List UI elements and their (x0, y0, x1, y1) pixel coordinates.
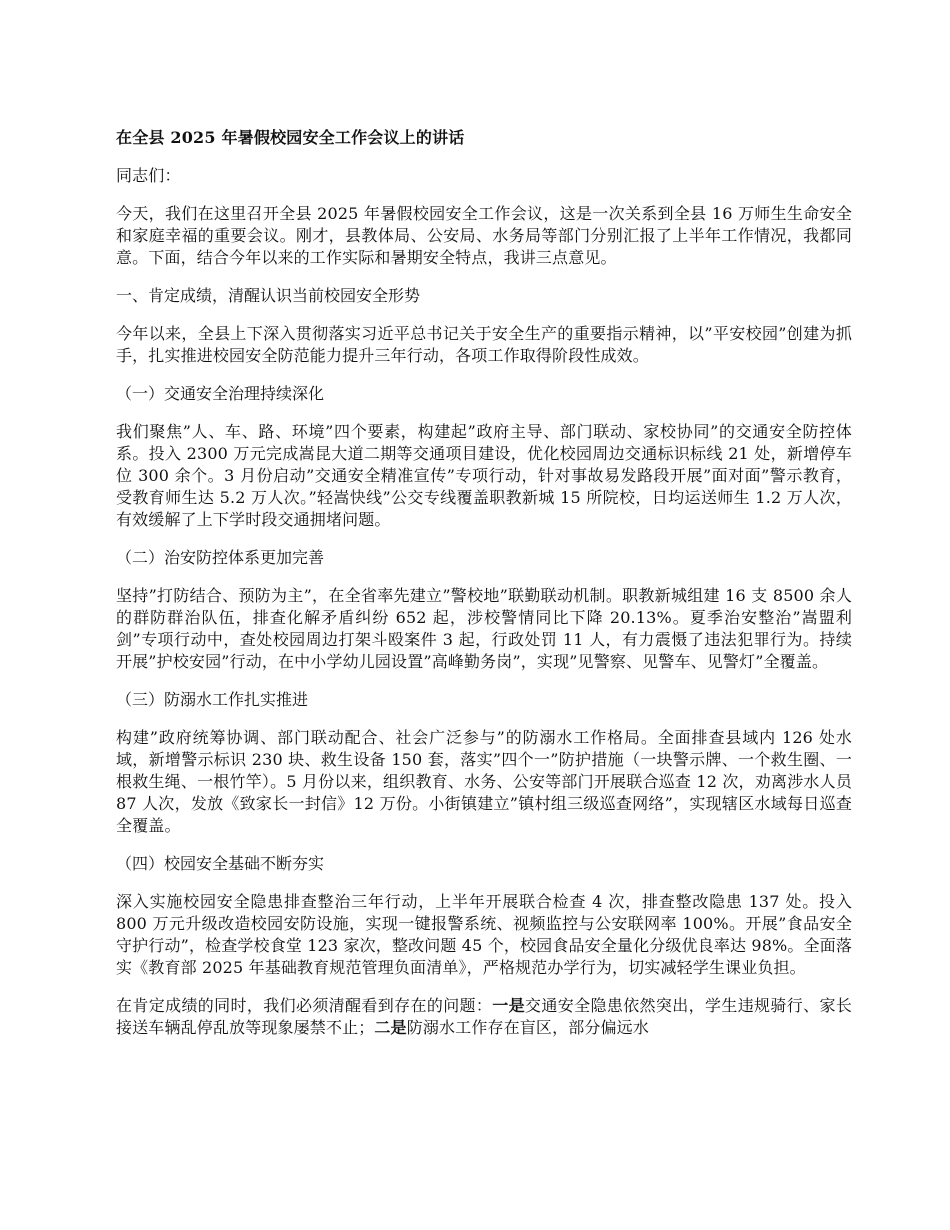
subsection-3-heading: （三）防溺水工作扎实推进 (116, 690, 309, 709)
subsection-1-text: 我们聚焦”人、车、路、环境”四个要素，构建起”政府主导、部门联动、家校协同”的交通安全防控体系。投入 2300 万元完成嵩昆大道二期等交通项目建设，优化校园周边交通标识标线 21 处，新增停车位 300 余个。3 月份启动”交通安全精准宣传”专项行动，针对事故易发路段开展”面对面”警示教育，受教育师生达 5.2 万人次。”轻嵩快线”公交专线覆盖职教新城 15 所院校，日均运送师生 1.2 万人次，有效缓解了上下学时段交通拥堵问题。 (116, 422, 852, 529)
closing-paragraph (116, 995, 852, 1039)
document-page (116, 127, 852, 1039)
subsection-1-heading: （一）交通安全治理持续深化 (116, 384, 325, 403)
section-1-heading: 一、肯定成绩，清醒认识当前校园安全形势 (116, 286, 421, 305)
section-1-intro: 今年以来，全县上下深入贯彻落实习近平总书记关于安全生产的重要指示精神，以”平安校园”创建为抓手，扎实推进校园安全防范能力提升三年行动，各项工作取得阶段性成效。 (116, 324, 852, 365)
closing-bold-1: 一是 (492, 996, 526, 1015)
subsection-4-text: 深入实施校园安全隐患排查整治三年行动，上半年开展联合检查 4 次，排查整改隐患 137 处。投入 800 万元升级改造校园安防设施，实现一键报警系统、视频监控与公安联网率 100%。开展”食品安全守护行动”，检查学校食堂 123 家次，整改问题 45 个，校园食品安全量化分级优良率达 98%。全面落实《教育部 2025 年基础教育规范管理负面清单》，严格规范办学行为，切实减轻学生课业负担。 (116, 892, 852, 977)
subsection-2-text: 坚持”打防结合、预防为主”，在全省率先建立”警校地”联勤联动机制。职教新城组建 16 支 8500 余人的群防群治队伍，排查化解矛盾纠纷 652 起，涉校警情同比下降 20.13%。夏季治安整治”嵩盟利剑”专项行动中，查处校园周边打架斗殴案件 3 起，行政处罚 11 人，有力震慑了违法犯罪行为。持续开展”护校安园”行动，在中小学幼儿园设置”高峰勤务岗”，实现”见警察、见警车、见警灯”全覆盖。 (116, 586, 852, 671)
closing-text-1: 在肯定成绩的同时，我们必须清醒看到存在的问题： (116, 996, 493, 1015)
closing-text-2: 交通安全隐患依然突出，学生违规骑行、家长接送车辆乱停乱放等现象屡禁不止； (116, 996, 852, 1037)
closing-text-3: 防溺水工作存在盲区，部分偏远水 (406, 1018, 649, 1037)
subsection-4-heading: （四）校园安全基础不断夯实 (116, 854, 325, 873)
salutation: 同志们： (116, 166, 181, 185)
closing-bold-2: 二是 (374, 1018, 407, 1037)
intro-paragraph: 今天，我们在这里召开全县 2025 年暑假校园安全工作会议，这是一次关系到全县 16 万师生生命安全和家庭幸福的重要会议。刚才，县教体局、公安局、水务局等部门分别汇报了上半年工作情况，我都同意。下面，结合今年以来的工作实际和暑期安全特点，我讲三点意见。 (116, 204, 852, 267)
document-title: 在全县 2025 年暑假校园安全工作会议上的讲话 (116, 128, 465, 147)
subsection-3-text: 构建”政府统筹协调、部门联动配合、社会广泛参与”的防溺水工作格局。全面排查县域内 126 处水域，新增警示标识 230 块、救生设备 150 套，落实”四个一”防护措施（一块警示牌、一个救生圈、一根救生绳、一根竹竿）。5 月份以来，组织教育、水务、公安等部门开展联合巡查 12 次，劝离涉水人员 87 人次，发放《致家长一封信》12 万份。小街镇建立”镇村组三级巡查网络”，实现辖区水域每日巡查全覆盖。 (116, 728, 852, 835)
subsection-2-heading: （二）治安防控体系更加完善 (116, 548, 325, 567)
